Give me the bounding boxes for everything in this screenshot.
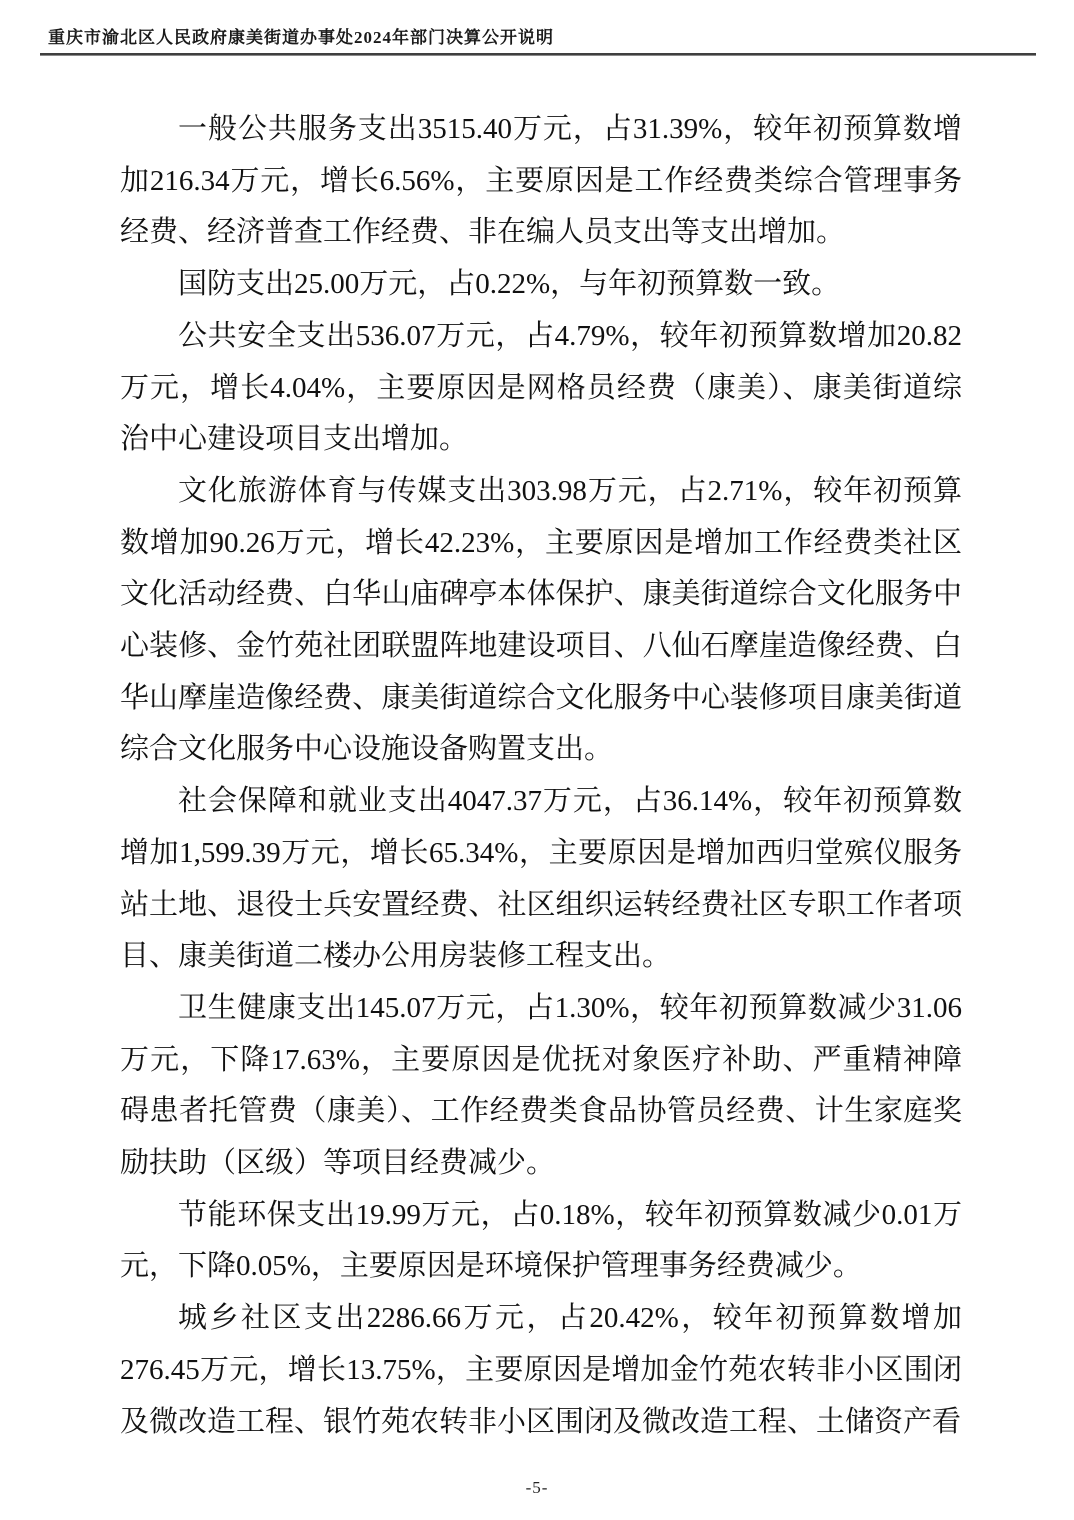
page-header-title: 重庆市渝北区人民政府康美街道办事处2024年部门决算公开说明 xyxy=(48,28,554,47)
document-body xyxy=(120,104,962,1448)
paragraph-public-security: 公共安全支出536.07万元，占4.79%，较年初预算数增加20.82万元，增长4.04%，主要原因是网格员经费（康美）、康美街道综治中心建设项目支出增加。 xyxy=(120,319,962,456)
paragraph-health: 卫生健康支出145.07万元，占1.30%，较年初预算数减少31.06万元，下降17.63%，主要原因是优抚对象医疗补助、严重精神障碍患者托管费（康美）、工作经费类食品协管员经费、计生家庭奖励扶助（区级）等项目经费减少。 xyxy=(120,991,962,1180)
paragraph-urban-rural-community: 城乡社区支出2286.66万元，占20.42%，较年初预算数增加276.45万元，增长13.75%，主要原因是增加金竹苑农转非小区围闭及微改造工程、银竹苑农转非小区围闭及微改造工程、土储资产看 xyxy=(120,1302,962,1438)
page-number: -5- xyxy=(525,1478,549,1497)
header-rule xyxy=(40,53,1036,56)
paragraph-national-defense: 国防支出25.00万元，占0.22%，与年初预算数一致。 xyxy=(178,268,841,301)
paragraph-energy-conservation-environment: 节能环保支出19.99万元，占0.18%，较年初预算数减少0.01万元，下降0.05%，主要原因是环境保护管理事务经费减少。 xyxy=(120,1198,962,1283)
paragraph-social-security-employment: 社会保障和就业支出4047.37万元，占36.14%，较年初预算数增加1,599.39万元，增长65.34%，主要原因是增加西归堂殡仪服务站土地、退役士兵安置经费、社区组织运转经费社区专职工作者项目、康美街道二楼办公用房装修工程支出。 xyxy=(120,785,962,973)
paragraph-culture-tourism-sports-media: 文化旅游体育与传媒支出303.98万元，占2.71%，较年初预算数增加90.26万元，增长42.23%，主要原因是增加工作经费类社区文化活动经费、白华山庙碑亭本体保护、康美街道综合文化服务中心装修、金竹苑社团联盟阵地建设项目、八仙石摩崖造像经费、白华山摩崖造像经费、康美街道综合文化服务中心装修项目康美街道综合文化服务中心设施设备购置支出。 xyxy=(120,474,962,766)
page-footer xyxy=(0,1478,1074,1498)
paragraph-general-public-services: 一般公共服务支出3515.40万元，占31.39%，较年初预算数增加216.34万元，增长6.56%，主要原因是工作经费类综合管理事务经费、经济普查工作经费、非在编人员支出等支出增加。 xyxy=(120,113,962,249)
page-header xyxy=(40,28,1036,56)
